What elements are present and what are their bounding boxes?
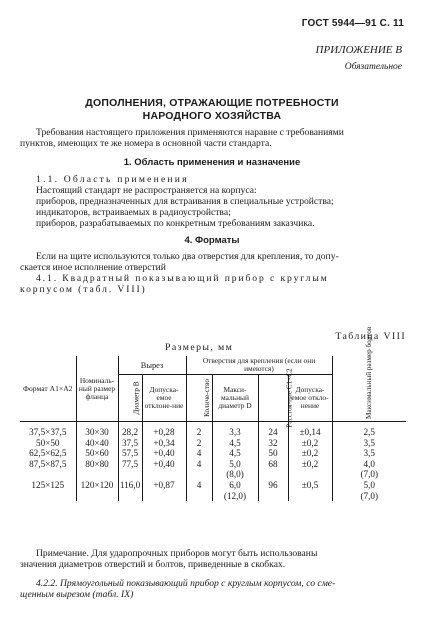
col-hole-tolerance: ±0,14 ±0,2 ±0,2 ±0,2 ±0,5 — [288, 422, 332, 502]
col-cutout-tolerance: +0,28 +0,34 +0,40 +0,40 +0,87 — [142, 422, 186, 502]
clause-4-1-line2: корпусом (табл. VIII) — [20, 284, 147, 295]
table-note-line1: Примечание. Для ударопрочных приборов могут быть использованы — [36, 548, 318, 559]
appendix-status: Обязательное — [344, 62, 402, 72]
header-cutout: Вырез — [118, 356, 186, 375]
header-max-diameter: Макси-мальный диаметр D — [212, 375, 258, 422]
section4-para-line1: Если на щите используются только два отверстия для крепления, то допу- — [36, 251, 339, 262]
header-distance-text: Расстоя-ние C1×C2 — [285, 368, 294, 428]
table-note-line2: значения диаметров отверстий и болтов, приведенные в скобках. — [20, 559, 286, 570]
appendix-label: ПРИЛОЖЕНИЕ В — [315, 44, 402, 56]
header-diameter-text: Диаметр B — [132, 381, 141, 415]
table-units: Размеры, мм — [165, 342, 234, 353]
header-bolt-size-text: Максимальный размер болтов — [365, 326, 374, 419]
intro-line2: пунктов, имеющих те же номера в основной части стандарта. — [20, 138, 272, 149]
page-header: ГОСТ 5944—91 С. 11 — [301, 18, 404, 29]
section1-line3: индикаторов, встраиваемых в радиоустройства; — [36, 207, 231, 218]
header-format: Формат A1×A2 — [20, 356, 76, 422]
clause-4-1-line1: 4.1. Квадратный показывающий прибор с круглым — [36, 273, 329, 284]
section1-line1: Настоящий стандарт не распространяется на корпуса: — [36, 185, 257, 196]
section1-heading: 1. Область применения и назначение — [123, 157, 301, 168]
header-nominal-size: Номиналь-ный размер фланца — [76, 356, 118, 422]
doc-title-line1: ДОПОЛНЕНИЯ, ОТРАЖАЮЩИЕ ПОТРЕБНОСТИ — [85, 97, 339, 109]
col-format: 37,5×37,5 50×50 62,5×62,5 87,5×87,5 125×125 — [29, 427, 67, 490]
header-diameter — [118, 375, 142, 422]
header-hole-tolerance: Допуска-емое откло-нение — [288, 375, 332, 422]
col-bolt-size: 2,5 3,5 3,5 4,0 (7,0) 5,0 (7,0) — [332, 422, 406, 502]
col-distance: 24 32 50 68 96 — [258, 422, 288, 502]
header-distance — [258, 368, 294, 428]
intro-line1: Требования настоящего приложения применяются наравне с требованиями — [36, 127, 344, 138]
table-caption: Таблица VIII — [335, 331, 406, 342]
header-hole-count — [186, 375, 212, 422]
section4-heading: 4. Форматы — [184, 235, 240, 246]
header-mounting-holes: Отверстия для крепления (если они имеются) — [186, 356, 332, 375]
section1-line4: приборов, разрабатываемых по конкретным требованиям заказчика. — [36, 218, 315, 229]
col-hole-count: 2 2 4 4 4 — [186, 422, 212, 502]
header-cutout-tolerance: Допуска-емое отклоне-ние — [142, 375, 186, 422]
header-hole-count-text: Количе-ство — [202, 379, 211, 417]
section4-para-line2: скается иное исполнение отверстий — [20, 262, 166, 273]
section1-subheading: 1.1. Область применения — [36, 174, 189, 185]
section1-line2: приборов, предназначенных для встраивания в специальные устройства; — [36, 196, 334, 207]
doc-title-line2: НАРОДНОГО ХОЗЯЙСТВА — [142, 110, 282, 122]
clause-4-2-2-line1: 4.2.2. Прямоугольный показывающий прибор с круглым корпусом, со сме- — [36, 578, 336, 589]
col-diameter: 28,2 37,5 57,5 77,5 116,0 — [118, 422, 142, 502]
col-max-diameter: 3,3 4,5 4,5 5,0 (8,0) 6,0 (12,0) — [212, 422, 258, 502]
clause-4-2-2-line2: щенным вырезом (табл. IX) — [20, 589, 134, 600]
col-nominal: 30×30 40×40 50×60 80×80 120×120 — [76, 422, 118, 502]
